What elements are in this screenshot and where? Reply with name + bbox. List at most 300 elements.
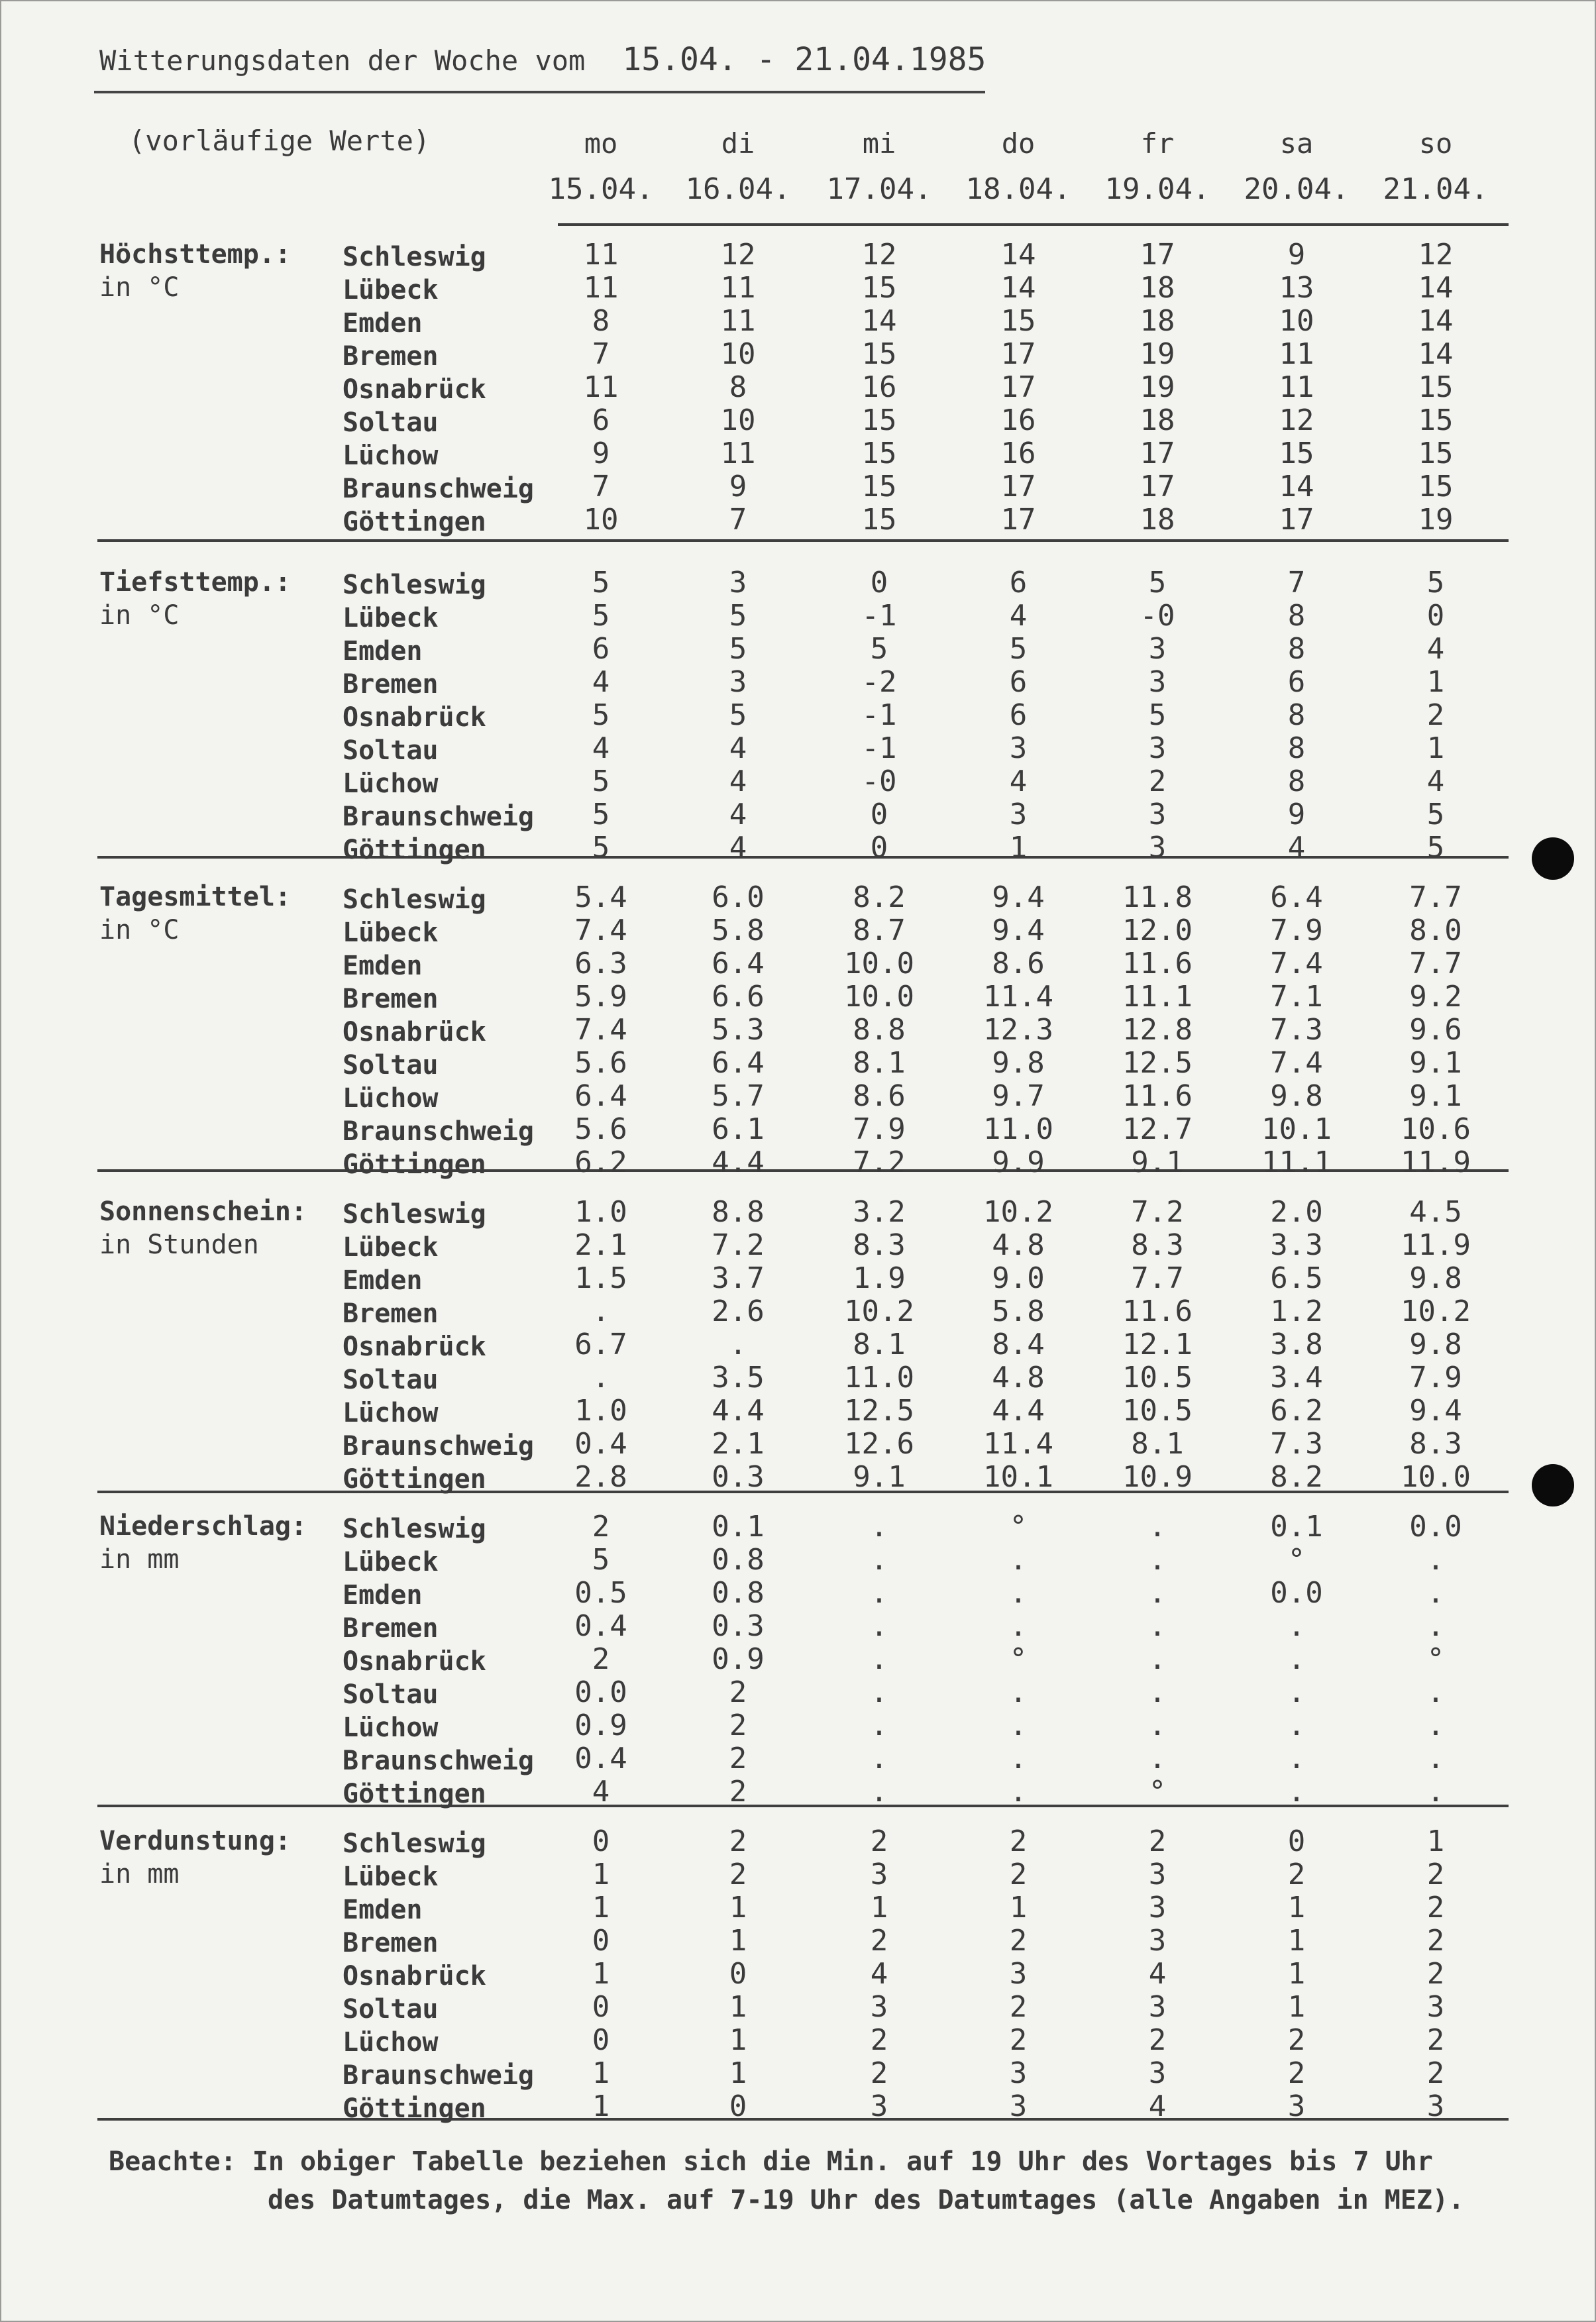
table-cell: 4.8	[992, 1361, 1045, 1395]
table-cell: .	[1148, 1576, 1167, 1610]
table-cell: 4	[1009, 765, 1028, 798]
table-cell: .	[870, 1775, 888, 1809]
table-cell: 12.1	[1122, 1328, 1193, 1361]
table-cell: .	[1009, 1775, 1028, 1809]
table-cell: 7.2	[853, 1145, 906, 1179]
table-cell: 1	[592, 1858, 610, 1891]
table-cell: 4	[1148, 2089, 1167, 2123]
table-cell: 4	[1426, 765, 1445, 798]
table-cell: 10	[583, 503, 619, 537]
table-cell: 3.8	[1270, 1328, 1323, 1361]
table-cell: 2	[592, 1642, 610, 1676]
section-label-unit: in mm	[99, 1859, 180, 1889]
table-cell: 2	[1287, 2023, 1306, 2057]
station-name: Braunschweig	[343, 802, 534, 832]
table-cell: .	[1287, 1709, 1306, 1742]
station-name: Braunschweig	[343, 1116, 534, 1147]
table-cell: 9.9	[992, 1145, 1045, 1179]
table-cell: .	[1426, 1576, 1445, 1610]
station-name: Emden	[343, 308, 423, 339]
table-cell: 8.1	[853, 1328, 906, 1361]
station-name: Emden	[343, 1580, 423, 1610]
table-cell: 7.4	[1270, 1046, 1323, 1080]
table-cell: 2	[1009, 1824, 1028, 1858]
table-cell: 1	[1426, 1824, 1445, 1858]
table-cell: 0	[592, 1990, 610, 2024]
punch-hole	[1532, 1464, 1574, 1506]
footer-line-2: des Datumtages, die Max. auf 7-19 Uhr des Datumtages (alle Angaben in MEZ).	[268, 2185, 1465, 2215]
table-cell: 0.8	[712, 1576, 765, 1610]
table-cell: 5	[1426, 566, 1445, 600]
table-cell: 11	[1279, 370, 1314, 404]
table-cell: 15	[861, 271, 897, 305]
station-name: Lüchow	[343, 768, 439, 799]
table-cell: 11	[720, 271, 756, 305]
table-cell: 1	[592, 2089, 610, 2123]
table-cell: .	[1009, 1576, 1028, 1610]
table-cell: 8	[1287, 698, 1306, 732]
table-cell: 3	[1148, 1891, 1167, 1925]
table-cell: 9.8	[1409, 1261, 1462, 1295]
table-cell: 1	[1426, 665, 1445, 699]
table-cell: 9.4	[992, 914, 1045, 947]
table-cell: 5.6	[574, 1046, 627, 1080]
table-cell: 10	[720, 403, 756, 437]
table-cell: 12.7	[1122, 1112, 1193, 1146]
table-cell: 9.7	[992, 1079, 1045, 1113]
table-cell: 7	[1287, 566, 1306, 600]
table-cell: 7.3	[1270, 1013, 1323, 1047]
date-header: 16.04.	[685, 172, 791, 206]
table-cell: 12.6	[844, 1427, 914, 1461]
table-cell: 8.8	[712, 1195, 765, 1229]
table-cell: .	[1287, 1642, 1306, 1676]
table-cell: 2	[1426, 1924, 1445, 1958]
table-cell: 5.3	[712, 1013, 765, 1047]
table-cell: 0.4	[574, 1609, 627, 1643]
table-cell: 8.3	[1409, 1427, 1462, 1461]
table-cell: 12.5	[1122, 1046, 1193, 1080]
table-cell: 12.0	[1122, 914, 1193, 947]
table-cell: 10.0	[844, 947, 914, 980]
table-cell: 6.2	[574, 1145, 627, 1179]
section-rule	[558, 223, 1509, 226]
table-cell: 7	[729, 503, 747, 537]
day-header: fr	[1140, 127, 1175, 160]
station-name: Osnabrück	[343, 1017, 486, 1047]
table-cell: 10.2	[1401, 1294, 1471, 1328]
table-cell: 11.4	[983, 1427, 1053, 1461]
title-underline	[94, 91, 985, 93]
table-cell: 1	[729, 1990, 747, 2024]
table-cell: 2.0	[1270, 1195, 1323, 1229]
table-cell: 5.9	[574, 980, 627, 1014]
table-cell: 6.4	[574, 1079, 627, 1113]
table-cell: 14	[1418, 304, 1454, 338]
table-cell: 0.0	[1270, 1576, 1323, 1610]
table-cell: 11	[1279, 337, 1314, 371]
table-cell: -0	[1140, 599, 1175, 633]
table-cell: 8.6	[992, 947, 1045, 980]
table-cell: 9.6	[1409, 1013, 1462, 1047]
section-label	[99, 1510, 307, 1576]
table-cell: 2	[729, 1775, 747, 1809]
table-cell: 7.9	[853, 1112, 906, 1146]
table-cell: 8.7	[853, 914, 906, 947]
table-cell: .	[729, 1328, 747, 1361]
table-cell: -0	[861, 765, 897, 798]
station-name: Schleswig	[343, 1828, 486, 1859]
table-cell: 4.5	[1409, 1195, 1462, 1229]
table-cell: 11.4	[983, 980, 1053, 1014]
station-name: Braunschweig	[343, 1431, 534, 1461]
table-cell: 3	[1148, 798, 1167, 831]
table-cell: 6.2	[1270, 1394, 1323, 1428]
table-cell: 1	[870, 1891, 888, 1925]
provisional-note: (vorläufige Werte)	[129, 125, 431, 157]
station-name: Lüchow	[343, 1083, 439, 1114]
table-cell: 4	[729, 765, 747, 798]
table-cell: 4	[592, 1775, 610, 1809]
date-header: 15.04.	[548, 172, 654, 206]
station-name: Lüchow	[343, 2027, 439, 2058]
table-cell: 1.0	[574, 1195, 627, 1229]
table-cell: 7.7	[1409, 880, 1462, 914]
table-cell: 2	[729, 1824, 747, 1858]
table-cell: 6.4	[1270, 880, 1323, 914]
table-cell: 2	[1426, 1891, 1445, 1925]
table-cell: .	[870, 1576, 888, 1610]
station-name: Osnabrück	[343, 374, 486, 405]
table-cell: 4	[729, 731, 747, 765]
table-cell: 11.6	[1122, 947, 1193, 980]
table-cell: 10.1	[983, 1460, 1053, 1494]
table-cell: 11.1	[1122, 980, 1193, 1014]
table-cell: 6.7	[574, 1328, 627, 1361]
table-cell: 0	[729, 1957, 747, 1991]
section-label	[99, 1195, 307, 1261]
table-cell: .	[1426, 1742, 1445, 1775]
table-cell: 17	[1000, 503, 1036, 537]
station-name: Göttingen	[343, 1779, 486, 1809]
table-cell: 5	[592, 765, 610, 798]
table-cell: 8.3	[853, 1228, 906, 1262]
table-cell: 16	[1000, 403, 1036, 437]
table-cell: 4.4	[712, 1145, 765, 1179]
table-cell: 6	[592, 632, 610, 666]
table-cell: 5.4	[574, 880, 627, 914]
table-cell: 11.1	[1261, 1145, 1332, 1179]
table-cell: 15	[1279, 437, 1314, 470]
table-cell: 3	[870, 1990, 888, 2024]
title-prefix: Witterungsdaten der Woche vom	[99, 44, 586, 77]
station-name: Osnabrück	[343, 1332, 486, 1362]
table-cell: 0	[1287, 1824, 1306, 1858]
table-cell: -1	[861, 599, 897, 633]
table-cell: .	[1148, 1675, 1167, 1709]
table-cell: 17	[1140, 437, 1175, 470]
table-cell: 1.5	[574, 1261, 627, 1295]
table-cell: 11.0	[983, 1112, 1053, 1146]
table-cell: 9.1	[1409, 1079, 1462, 1113]
table-cell: 4.8	[992, 1228, 1045, 1262]
table-cell: 11	[583, 271, 619, 305]
table-cell: 6	[1287, 665, 1306, 699]
table-cell: .	[1148, 1742, 1167, 1775]
table-cell: 10.0	[1401, 1460, 1471, 1494]
table-cell: 7	[592, 470, 610, 503]
table-cell: 2	[1426, 2056, 1445, 2090]
table-cell: .	[1009, 1543, 1028, 1577]
table-cell: 2	[729, 1675, 747, 1709]
table-cell: 4	[1148, 1957, 1167, 1991]
table-cell: .	[870, 1642, 888, 1676]
table-cell: 10	[720, 337, 756, 371]
table-cell: 13	[1279, 271, 1314, 305]
table-cell: 12	[1418, 238, 1454, 272]
table-cell: 1	[592, 1891, 610, 1925]
table-cell: °	[1426, 1642, 1445, 1676]
table-cell: 15	[861, 437, 897, 470]
table-cell: 17	[1000, 370, 1036, 404]
section-label-unit: in °C	[99, 915, 180, 945]
table-cell: 3.4	[1270, 1361, 1323, 1395]
table-cell: 0	[592, 2023, 610, 2057]
table-cell: 16	[1000, 437, 1036, 470]
table-cell: 8.3	[1131, 1228, 1184, 1262]
table-cell: 12.3	[983, 1013, 1053, 1047]
table-cell: 18	[1140, 271, 1175, 305]
table-cell: 1	[1287, 1957, 1306, 1991]
table-cell: 1	[1009, 831, 1028, 865]
table-cell: 2	[1009, 1858, 1028, 1891]
station-name: Lübeck	[343, 603, 439, 633]
table-cell: 2	[1148, 765, 1167, 798]
table-cell: 1.0	[574, 1394, 627, 1428]
section-label-unit: in Stunden	[99, 1230, 259, 1260]
table-cell: 5	[592, 566, 610, 600]
table-cell: 2	[729, 1858, 747, 1891]
section-label-unit: in °C	[99, 272, 180, 303]
table-cell: 9.1	[853, 1460, 906, 1494]
table-cell: 0	[870, 831, 888, 865]
table-cell: .	[1009, 1742, 1028, 1775]
table-cell: 9.4	[1409, 1394, 1462, 1428]
table-cell: 8	[729, 370, 747, 404]
table-cell: 10.5	[1122, 1394, 1193, 1428]
table-cell: 2	[1426, 698, 1445, 732]
footer-note	[109, 2142, 1464, 2219]
table-cell: 10.6	[1401, 1112, 1471, 1146]
table-cell: 2	[1426, 1957, 1445, 1991]
table-cell: 9.8	[1409, 1328, 1462, 1361]
table-cell: 7.9	[1409, 1361, 1462, 1395]
station-name: Osnabrück	[343, 1646, 486, 1677]
day-header: do	[1001, 127, 1036, 160]
table-cell: .	[592, 1361, 610, 1395]
station-name: Bremen	[343, 1928, 439, 1958]
punch-hole	[1532, 837, 1574, 880]
table-cell: 2	[1148, 2023, 1167, 2057]
table-cell: 0	[870, 798, 888, 831]
table-cell: 3	[1148, 1990, 1167, 2024]
table-cell: 2	[729, 1709, 747, 1742]
table-cell: 7.4	[1270, 947, 1323, 980]
table-cell: .	[1009, 1609, 1028, 1643]
table-cell: 15	[861, 403, 897, 437]
table-cell: 0.3	[712, 1460, 765, 1494]
table-cell: 2	[729, 1742, 747, 1775]
table-cell: 0.5	[574, 1576, 627, 1610]
table-cell: 9	[592, 437, 610, 470]
table-cell: 6	[1009, 566, 1028, 600]
table-cell: 7.2	[712, 1228, 765, 1262]
table-cell: 3	[1009, 1957, 1028, 1991]
table-cell: 15	[1418, 437, 1454, 470]
table-cell: 19	[1140, 370, 1175, 404]
table-cell: 3	[1148, 1924, 1167, 1958]
table-cell: 5.6	[574, 1112, 627, 1146]
table-cell: 17	[1000, 470, 1036, 503]
table-cell: 5.8	[992, 1294, 1045, 1328]
station-name: Göttingen	[343, 2093, 486, 2124]
station-name: Bremen	[343, 1298, 439, 1329]
table-cell: 0.9	[574, 1709, 627, 1742]
station-name: Göttingen	[343, 507, 486, 537]
table-cell: 9	[1287, 798, 1306, 831]
table-cell: 5	[592, 1543, 610, 1577]
station-name: Schleswig	[343, 242, 486, 272]
station-name: Bremen	[343, 984, 439, 1014]
table-cell: 7.1	[1270, 980, 1323, 1014]
table-cell: 11.0	[844, 1361, 914, 1395]
table-cell: 17	[1279, 503, 1314, 537]
table-cell: 3	[1148, 2056, 1167, 2090]
date-header: 18.04.	[965, 172, 1071, 206]
table-cell: 6.0	[712, 880, 765, 914]
table-cell: 1	[729, 2023, 747, 2057]
station-name: Emden	[343, 1895, 423, 1925]
table-cell: 3.3	[1270, 1228, 1323, 1262]
table-cell: 4.4	[992, 1394, 1045, 1428]
table-cell: 18	[1140, 503, 1175, 537]
table-cell: 3	[1148, 1858, 1167, 1891]
table-cell: 5	[592, 599, 610, 633]
page-title	[99, 41, 986, 78]
table-cell: .	[870, 1609, 888, 1643]
table-cell: 8	[592, 304, 610, 338]
table-cell: 9	[729, 470, 747, 503]
table-cell: 2	[870, 2023, 888, 2057]
table-cell: 0	[729, 2089, 747, 2123]
date-header: 19.04.	[1104, 172, 1210, 206]
table-cell: 9.0	[992, 1261, 1045, 1295]
table-cell: 0.4	[574, 1427, 627, 1461]
table-cell: 2	[870, 1924, 888, 1958]
section-label	[99, 238, 291, 304]
table-cell: 2	[1009, 1990, 1028, 2024]
table-cell: 3	[870, 1858, 888, 1891]
table-cell: °	[1287, 1543, 1306, 1577]
table-cell: 8	[1287, 731, 1306, 765]
table-cell: .	[1009, 1675, 1028, 1709]
table-cell: 9.1	[1131, 1145, 1184, 1179]
table-cell: 2.1	[712, 1427, 765, 1461]
table-cell: 12.8	[1122, 1013, 1193, 1047]
table-cell: 3.7	[712, 1261, 765, 1295]
table-cell: 11	[583, 370, 619, 404]
station-name: Schleswig	[343, 1199, 486, 1230]
table-cell: 5.7	[712, 1079, 765, 1113]
day-header: so	[1418, 127, 1453, 160]
table-cell: 1	[592, 1957, 610, 1991]
day-header: mo	[584, 127, 618, 160]
table-cell: 7.7	[1409, 947, 1462, 980]
table-cell: 14	[1000, 238, 1036, 272]
table-cell: 3	[1287, 2089, 1306, 2123]
table-cell: .	[1148, 1609, 1167, 1643]
table-cell: 4	[592, 665, 610, 699]
table-cell: 3	[1148, 665, 1167, 699]
table-cell: .	[1426, 1675, 1445, 1709]
table-cell: 5	[592, 831, 610, 865]
table-cell: .	[1287, 1609, 1306, 1643]
footer-line-1: Beachte: In obiger Tabelle beziehen sich die Min. auf 19 Uhr des Vortages bis 7 Uhr	[109, 2146, 1433, 2177]
section-label-title: Verdunstung:	[99, 1826, 291, 1856]
table-cell: 1	[1287, 1990, 1306, 2024]
table-cell: 4	[1426, 632, 1445, 666]
table-cell: 8.6	[853, 1079, 906, 1113]
table-cell: °	[1009, 1510, 1028, 1544]
table-cell: °	[1009, 1642, 1028, 1676]
table-cell: 7.7	[1131, 1261, 1184, 1295]
table-cell: 12	[1279, 403, 1314, 437]
table-cell: 1	[729, 1891, 747, 1925]
table-cell: 0.9	[712, 1642, 765, 1676]
table-cell: 3	[1426, 1990, 1445, 2024]
table-cell: 2	[1287, 1858, 1306, 1891]
date-header: 20.04.	[1244, 172, 1350, 206]
section-label	[99, 880, 291, 947]
table-cell: 4	[1287, 831, 1306, 865]
table-cell: 6	[1009, 698, 1028, 732]
table-cell: 2	[1426, 2023, 1445, 2057]
table-cell: 3	[1009, 798, 1028, 831]
station-name: Lüchow	[343, 1398, 439, 1428]
table-cell: 5	[1148, 566, 1167, 600]
table-cell: 2	[870, 2056, 888, 2090]
table-cell: 10.1	[1261, 1112, 1332, 1146]
title-dates: 15.04. - 21.04.1985	[622, 41, 986, 78]
table-cell: 6	[1009, 665, 1028, 699]
table-cell: 3	[1148, 731, 1167, 765]
table-cell: 7.2	[1131, 1195, 1184, 1229]
table-cell: 19	[1140, 337, 1175, 371]
table-cell: 8	[1287, 765, 1306, 798]
table-cell: 10.9	[1122, 1460, 1193, 1494]
table-cell: .	[592, 1294, 610, 1328]
table-cell: 3	[729, 566, 747, 600]
section-label-title: Niederschlag:	[99, 1511, 307, 1542]
station-name: Emden	[343, 951, 423, 981]
station-name: Bremen	[343, 1613, 439, 1644]
table-cell: .	[1287, 1775, 1306, 1809]
table-cell: 8.2	[853, 880, 906, 914]
table-cell: 2	[1426, 1858, 1445, 1891]
station-name: Braunschweig	[343, 474, 534, 504]
table-cell: 4	[1009, 599, 1028, 633]
table-cell: 11	[720, 304, 756, 338]
